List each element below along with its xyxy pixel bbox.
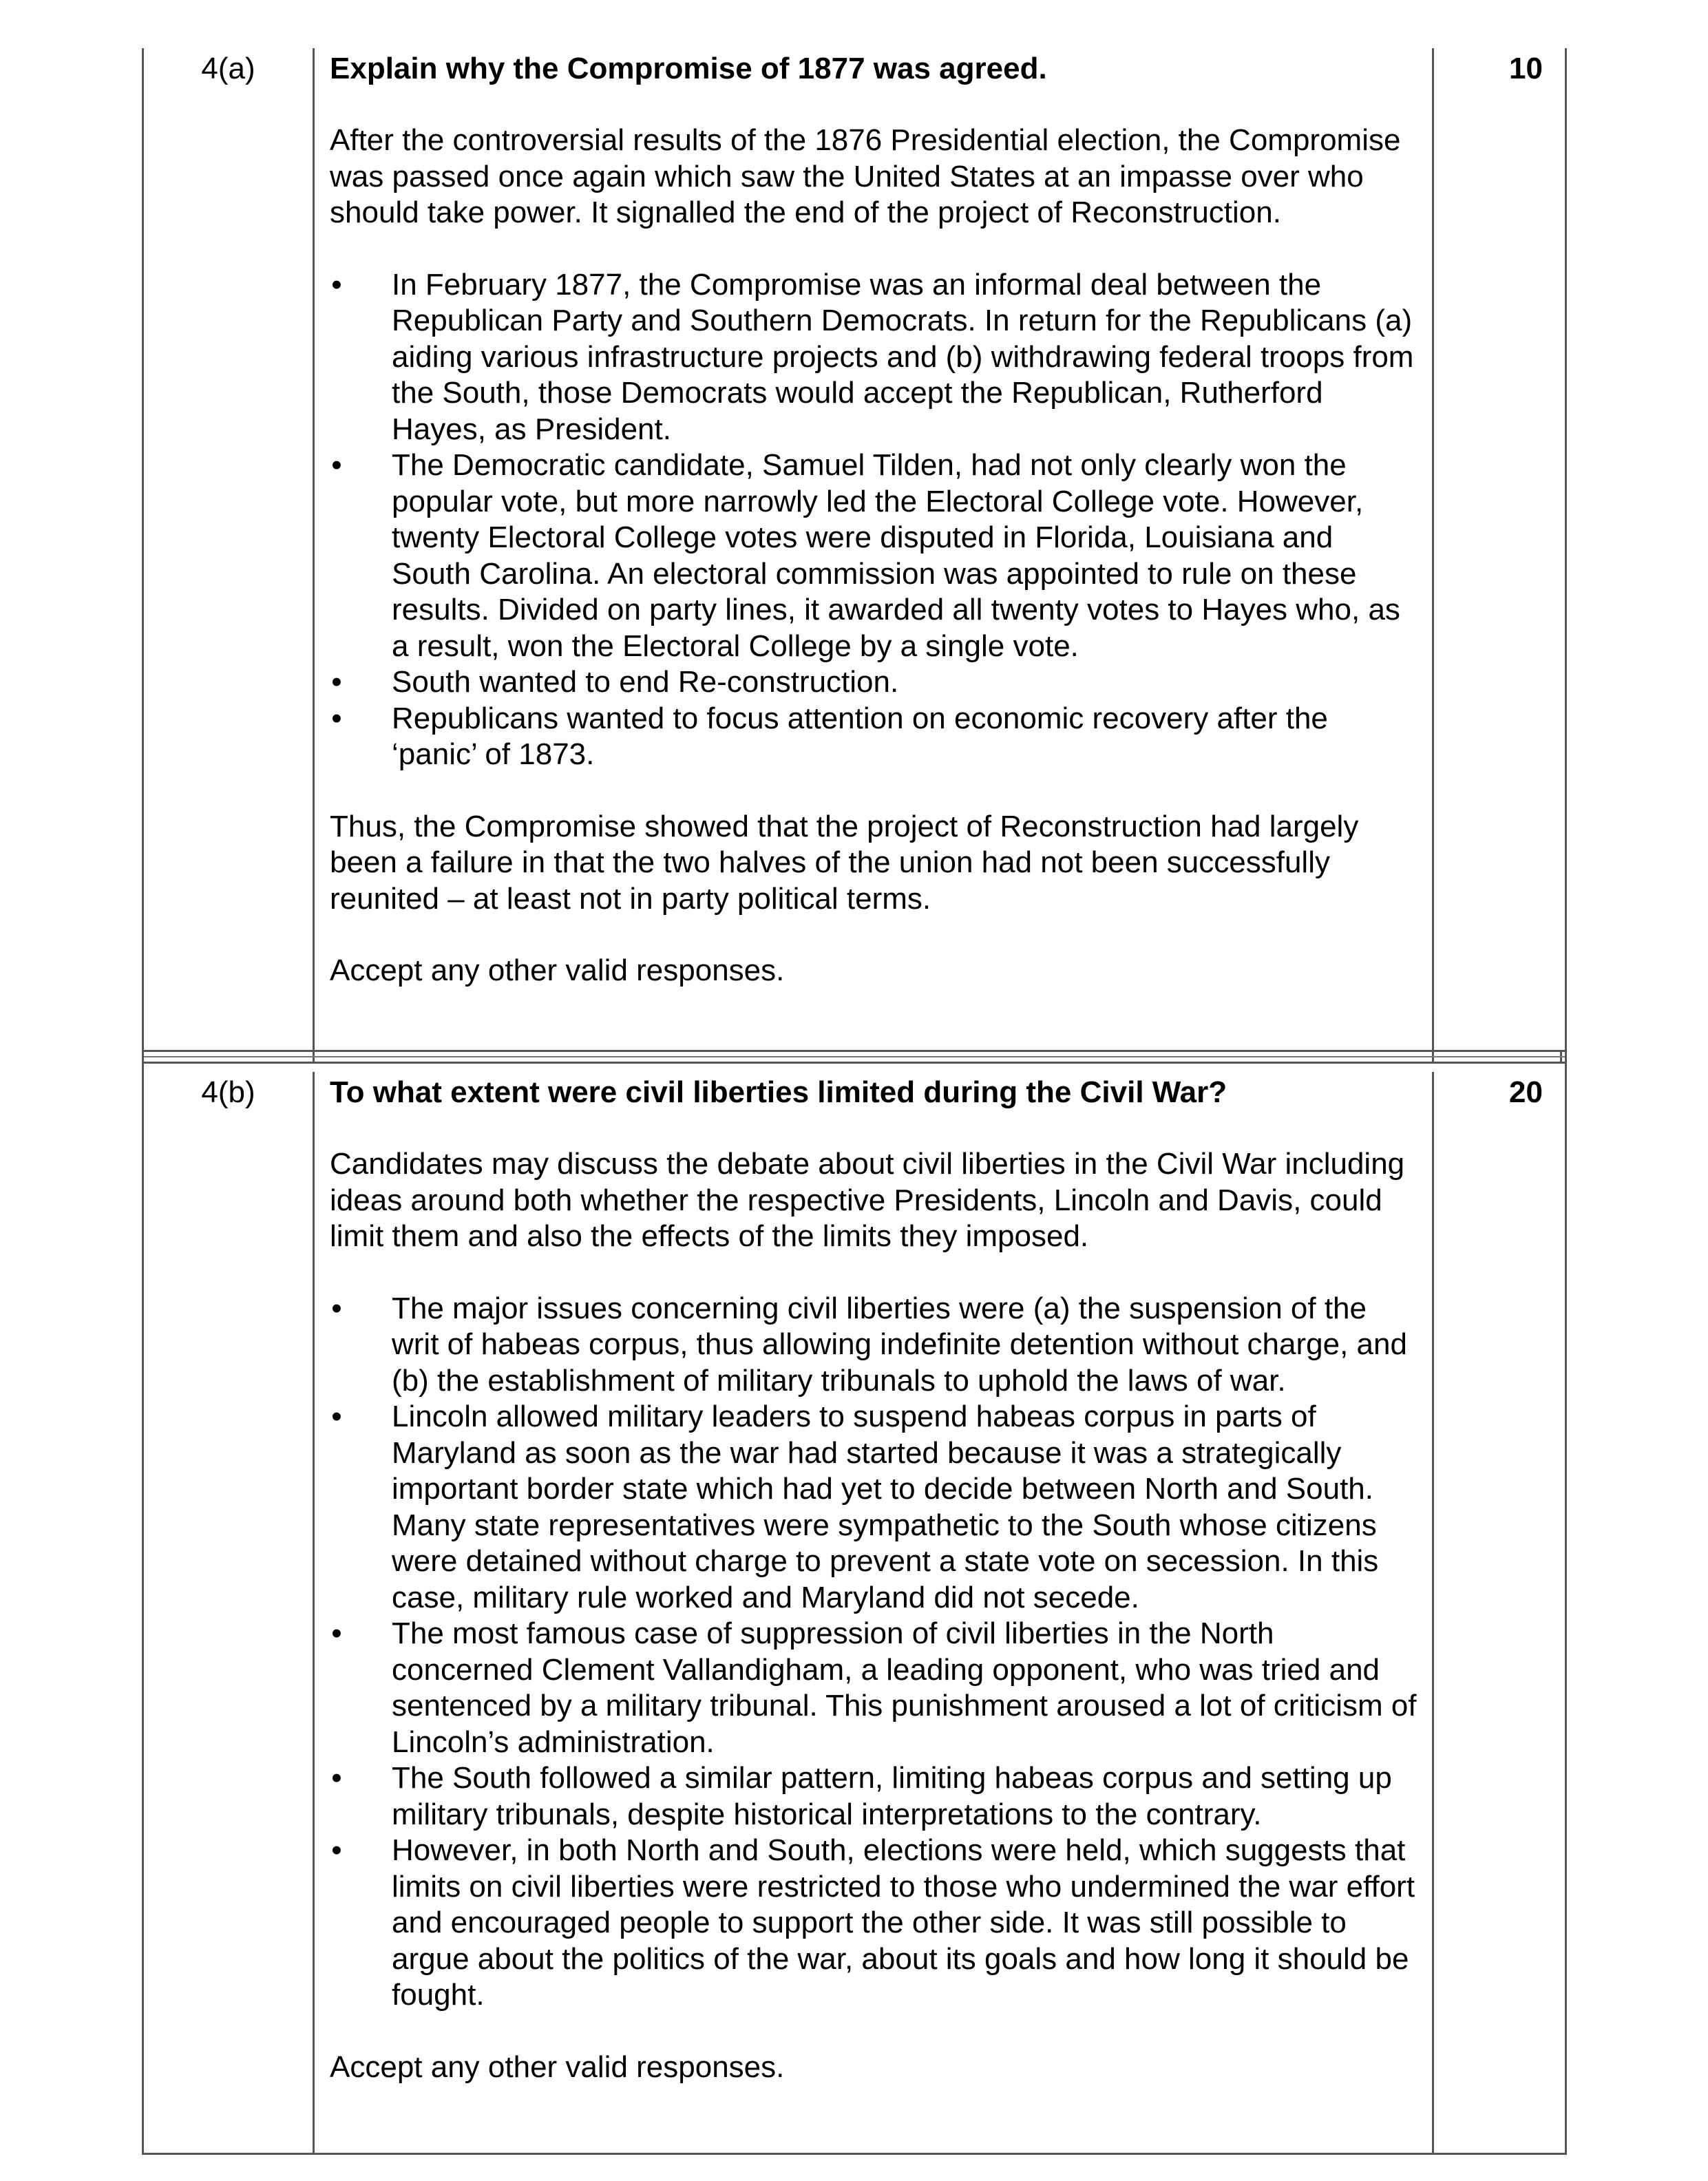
accept-note: Accept any other valid responses. — [330, 2050, 785, 2084]
question-number: 4(a) — [144, 48, 315, 1050]
list-item: • Lincoln allowed military leaders to suspend habeas corpus in parts of Maryland as soon as the war had started because it was a strategically important border state which had yet to decide between North and South. Many state representatives were sympathetic to the South whose citizens were detained without charge to prevent a state vote on secession. In this case, military rule worked and Maryland did not secede. — [330, 1399, 1420, 1616]
list-item: • The South followed a similar pattern, limiting habeas corpus and setting up military tribunals, despite historical interpretations to the contrary. — [330, 1760, 1420, 1833]
list-item: • However, in both North and South, elections were held, which suggests that limits on civil liberties were restricted to those who undermined the war effort and encouraged people to support the other side. It was still possible to argue about the politics of the war, about its goals and how long it should be fought. — [330, 1833, 1420, 2014]
question-row-4b — [142, 1064, 1567, 2155]
marks-value: 10 — [1509, 52, 1543, 85]
list-item: • The most famous case of suppression of civil liberties in the North concerned Clement Vallandigham, a leading opponent, who was tried and sentenced by a military tribunal. This punishment aroused a lot of criticism of Lincoln’s administration. — [330, 1616, 1420, 1760]
mark-scheme-table — [142, 48, 1567, 2155]
list-item: • South wanted to end Re-construction. — [330, 664, 1420, 701]
bullet-icon: • — [331, 1291, 342, 1325]
bullet-list — [330, 267, 1420, 773]
marks-value: 20 — [1509, 1075, 1543, 1109]
bullet-icon: • — [331, 1616, 342, 1650]
bullet-icon: • — [331, 1833, 342, 1867]
bullet-icon: • — [331, 267, 342, 302]
question-content — [315, 1072, 1434, 2153]
question-content — [315, 48, 1434, 1050]
accept-note: Accept any other valid responses. — [330, 953, 785, 987]
bullet-icon: • — [331, 701, 342, 735]
list-item: • In February 1877, the Compromise was an informal deal between the Republican Party and Southern Democrats. In return for the Republicans (a) aiding various infrastructure projects and (b) withdrawing federal troops from the South, those Democrats would accept the Republican, Rutherford Hayes, as President. — [330, 267, 1420, 448]
bullet-icon: • — [331, 1761, 342, 1795]
question-title: To what extent were civil liberties limited during the Civil War? — [330, 1075, 1227, 1109]
question-number: 4(b) — [144, 1072, 315, 2153]
bullet-icon: • — [331, 448, 342, 482]
question-title: Explain why the Compromise of 1877 was agreed. — [330, 52, 1047, 85]
bullet-list — [330, 1291, 1420, 2014]
conclusion-paragraph: Thus, the Compromise showed that the project of Reconstruction had largely been a failure in that the two halves of the union had not been successfully reunited – at least not in party political terms. — [330, 809, 1359, 916]
bullet-icon: • — [331, 1400, 342, 1433]
row-separator — [142, 1050, 1567, 1064]
list-item: • The major issues concerning civil liberties were (a) the suspension of the writ of habeas corpus, thus allowing indefinite detention without charge, and (b) the establishment of military tribunals to uphold the laws of war. — [330, 1291, 1420, 1400]
bullet-icon: • — [331, 665, 342, 699]
list-item: • The Democratic candidate, Samuel Tilden, had not only clearly won the popular vote, but more narrowly led the Electoral College vote. However, twenty Electoral College votes were disputed in Florida, Louisiana and South Carolina. An electoral commission was appointed to rule on these results. Divided on party lines, it awarded all twenty votes to Hayes who, as a result, won the Electoral College by a single vote. — [330, 447, 1420, 664]
intro-paragraph: After the controversial results of the 1876 Presidential election, the Compromise was passed once again which saw the United States at an impasse over who should take power. It signalled the end of the project of Reconstruction. — [330, 123, 1401, 229]
question-row-4a — [142, 48, 1567, 1050]
intro-paragraph: Candidates may discuss the debate about civil liberties in the Civil War including ideas around both whether the respective Presidents, Lincoln and Davis, could limit them and also the effects of the limits they imposed. — [330, 1147, 1405, 1253]
list-item: • Republicans wanted to focus attention on economic recovery after the ‘panic’ of 1873. — [330, 701, 1420, 773]
